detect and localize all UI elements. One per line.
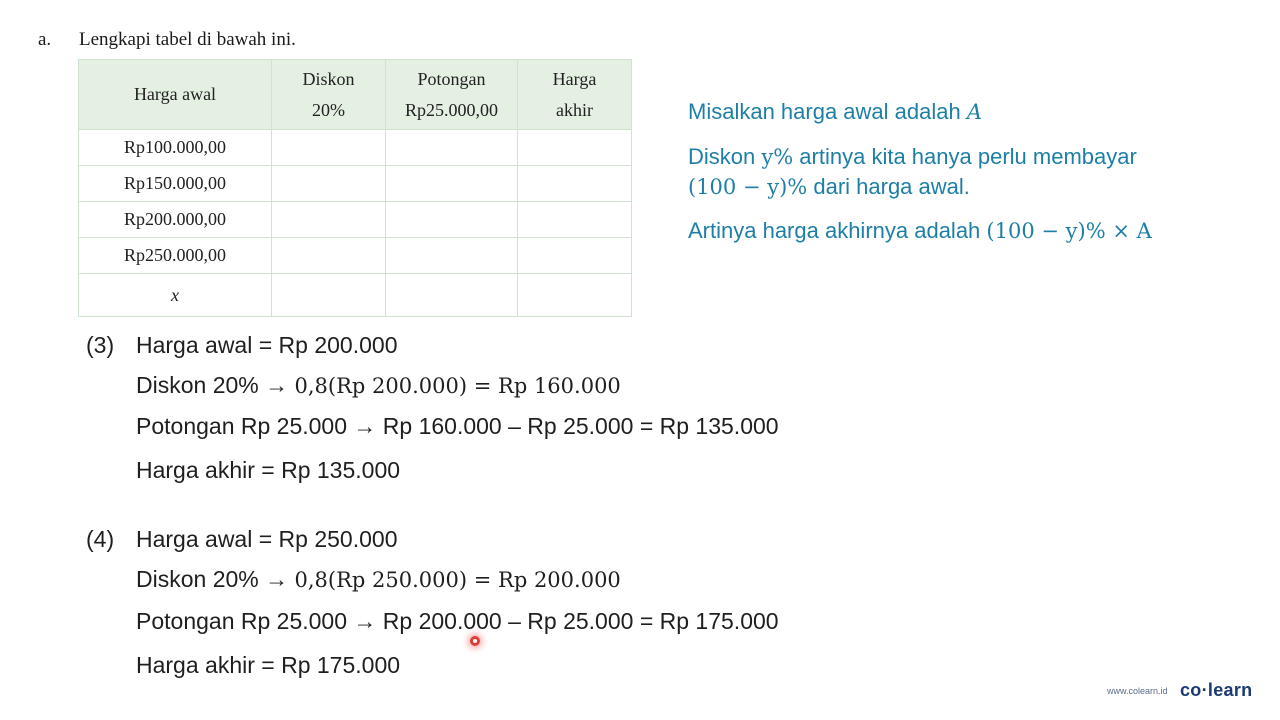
table-cell: [386, 130, 518, 166]
header-diskon: Diskon 20%: [272, 60, 386, 130]
table-row: [79, 238, 632, 274]
table-cell: Rp250.000,00: [79, 238, 272, 274]
table-cell: [518, 274, 632, 317]
table-cell: Rp150.000,00: [79, 166, 272, 202]
table-cell: [272, 166, 386, 202]
table-header-row: [79, 60, 632, 130]
table-cell: [272, 130, 386, 166]
table-row: [79, 166, 632, 202]
table-cell: [518, 202, 632, 238]
step-3-line-4: Harga akhir = Rp 135.000: [136, 457, 401, 483]
instruction-letter: a.: [38, 29, 52, 50]
table-cell: Rp200.000,00: [79, 202, 272, 238]
table-cell: [386, 274, 518, 317]
step-3-line-2: Diskon 20% → 0,8(Rp 200.000) = Rp 160.000: [136, 372, 621, 398]
table-cell: [272, 238, 386, 274]
table-cell: [272, 202, 386, 238]
step-3-line-3: Potongan Rp 25.000 → Rp 160.000 – Rp 25.000 = Rp 135.000: [136, 413, 779, 439]
step-4-line-4: Harga akhir = Rp 175.000: [136, 652, 401, 678]
step-4-line-2: Diskon 20% → 0,8(Rp 250.000) = Rp 200.000: [136, 566, 621, 592]
step-4-label: (4): [86, 526, 115, 552]
header-harga-awal: Harga awal: [79, 60, 272, 130]
brand-url: www.colearn.id: [1107, 686, 1168, 696]
discount-table: [78, 59, 632, 317]
table-cell: [518, 238, 632, 274]
note-line-2b: (100 − y)% dari harga awal.: [688, 174, 970, 199]
note-line-1: Misalkan harga awal adalah A: [688, 99, 983, 124]
table-row: [79, 130, 632, 166]
note-line-2a: Diskon y% artinya kita hanya perlu membayar: [688, 144, 1137, 169]
table-row: [79, 202, 632, 238]
pointer-cursor-icon: [470, 636, 480, 646]
header-potongan: Potongan Rp25.000,00: [386, 60, 518, 130]
table-cell: Rp100.000,00: [79, 130, 272, 166]
table-cell: [386, 202, 518, 238]
table-cell: [272, 274, 386, 317]
step-3-label: (3): [86, 332, 115, 358]
table-cell: [386, 166, 518, 202]
step-4-line-3: Potongan Rp 25.000 → Rp 200.000 – Rp 25.000 = Rp 175.000: [136, 608, 779, 634]
header-harga-akhir: Harga akhir: [518, 60, 632, 130]
table-row: [79, 274, 632, 317]
colearn-logo: co·learn: [1180, 680, 1253, 700]
table-cell: [518, 130, 632, 166]
step-3-line-1: Harga awal = Rp 200.000: [136, 332, 398, 358]
table-cell: [518, 166, 632, 202]
step-4-line-1: Harga awal = Rp 250.000: [136, 526, 398, 552]
table-cell: x: [79, 274, 272, 317]
table-cell: [386, 238, 518, 274]
instruction-text: Lengkapi tabel di bawah ini.: [79, 29, 296, 50]
note-line-3: Artinya harga akhirnya adalah (100 − y)% × A: [688, 218, 1152, 243]
